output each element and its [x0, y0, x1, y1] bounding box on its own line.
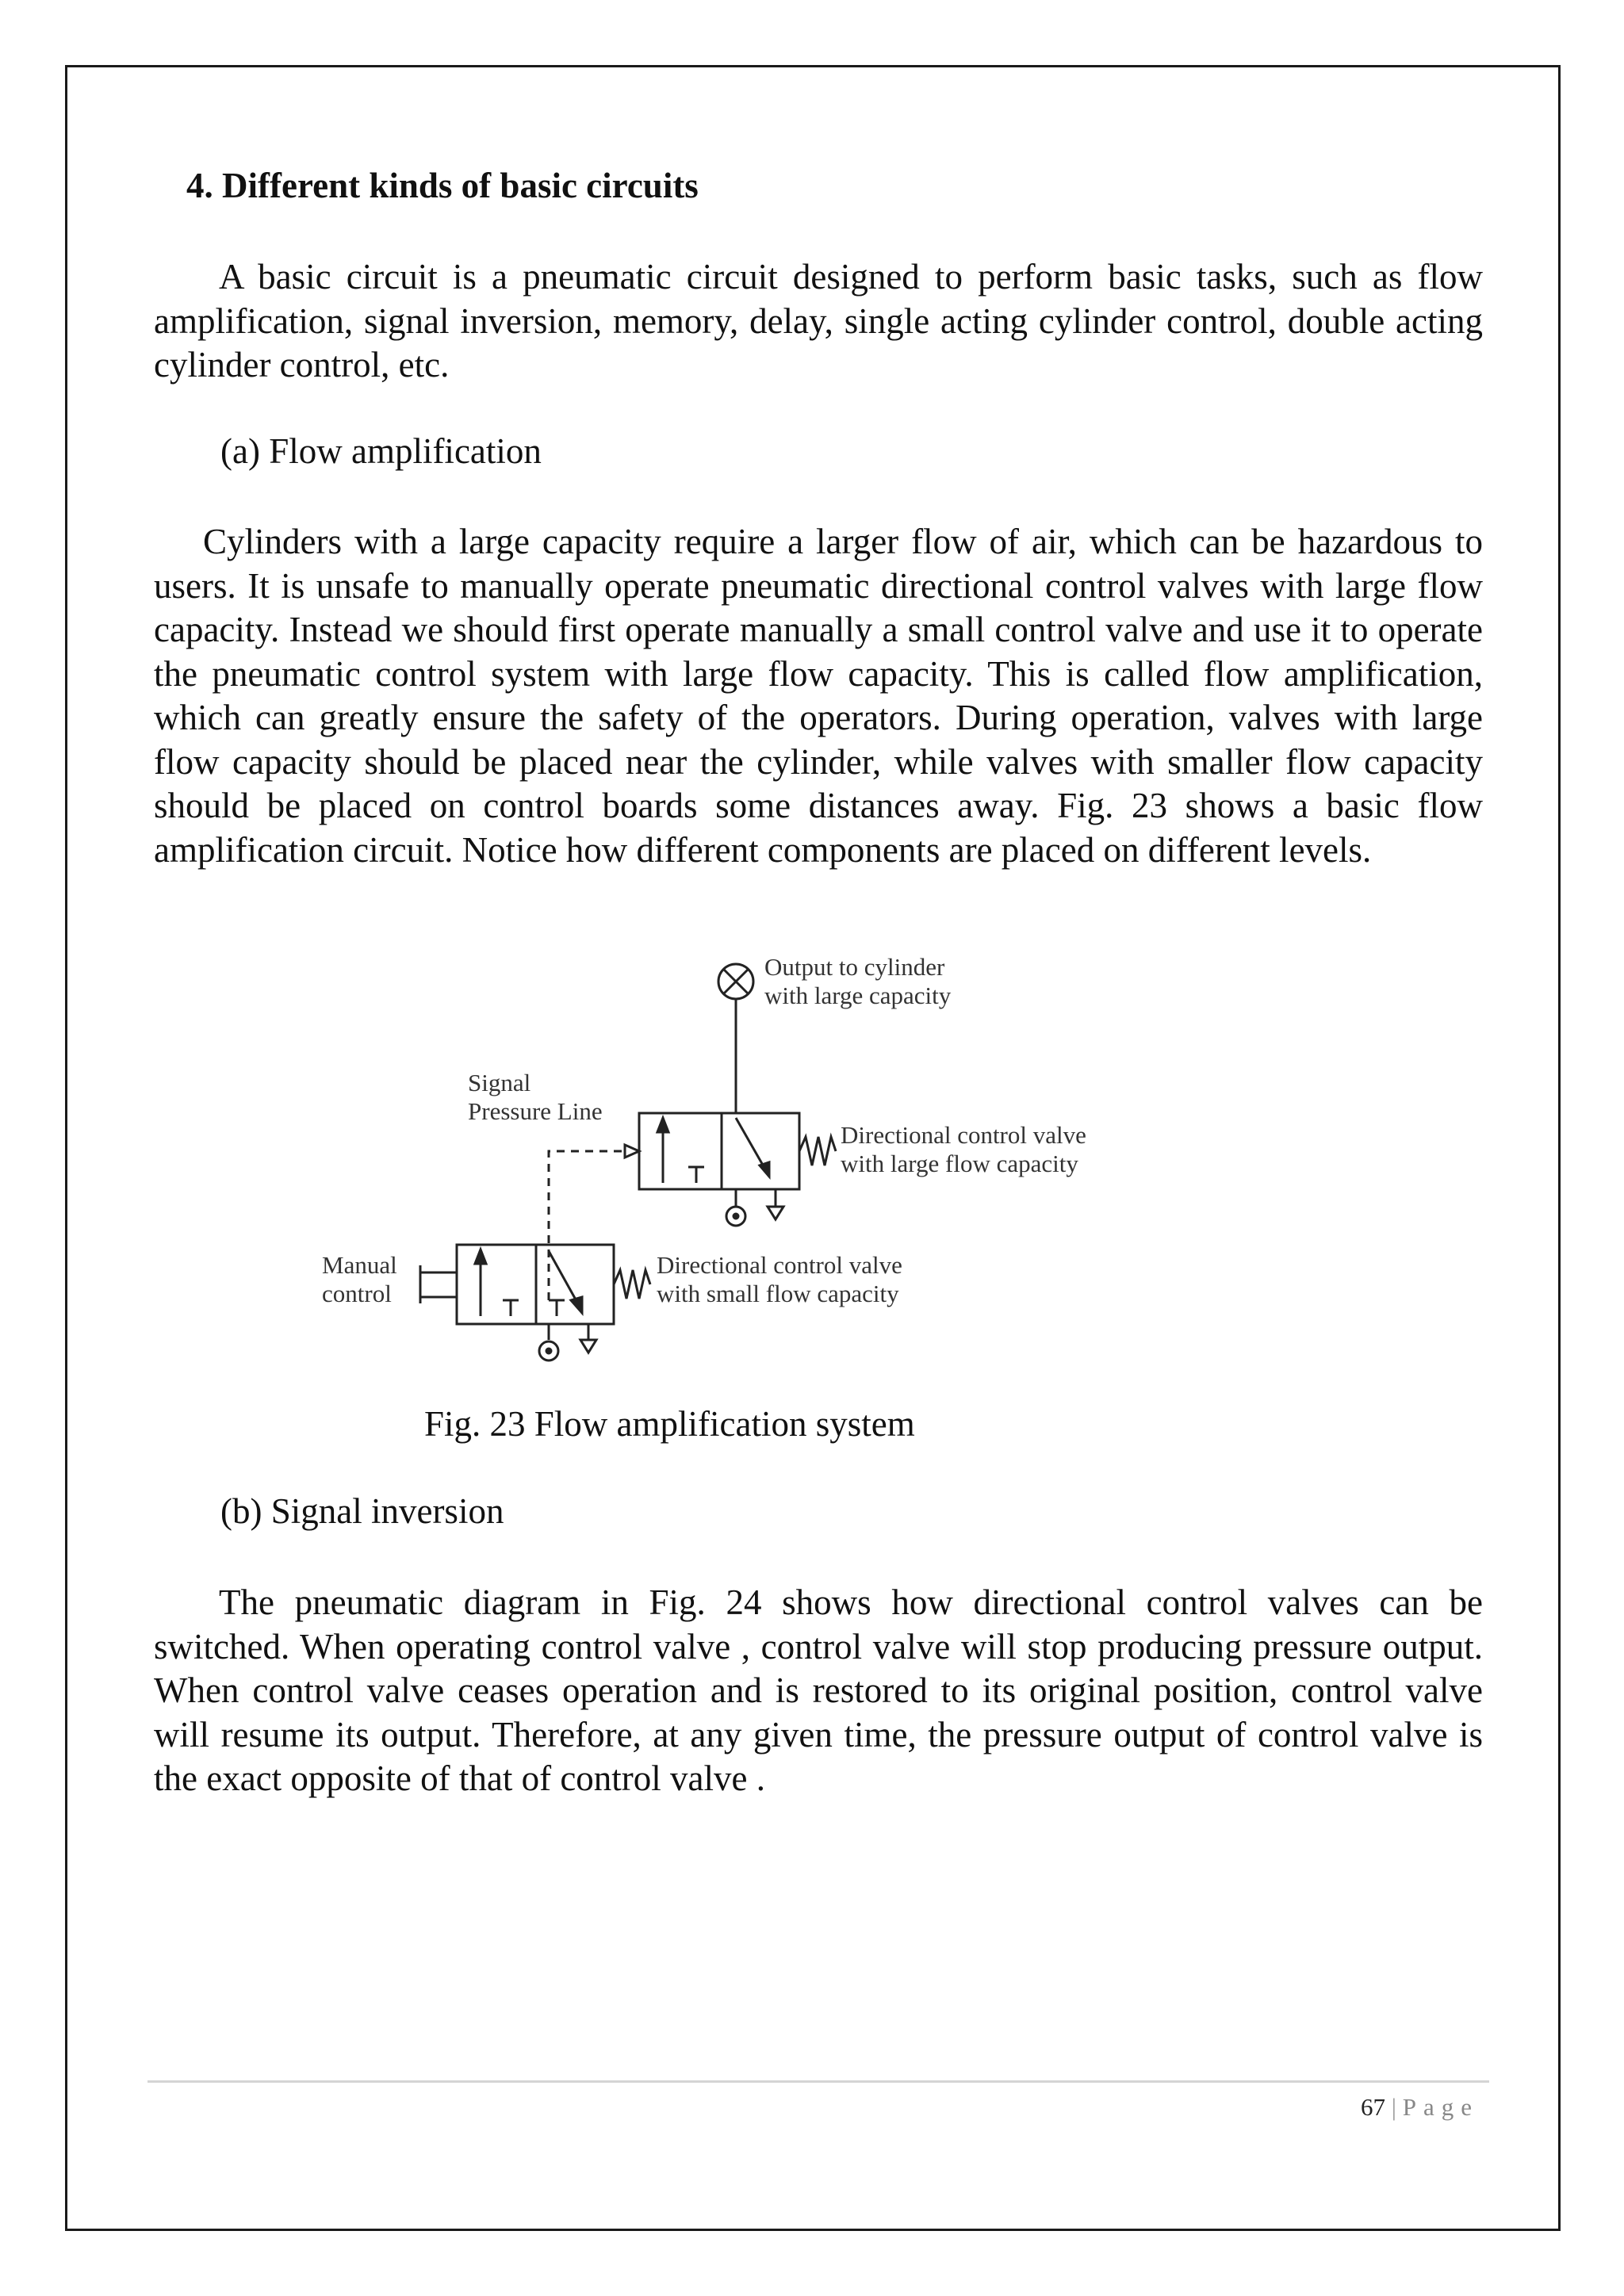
label-manual-line2: control [322, 1280, 392, 1307]
page-word: Page [1402, 2093, 1479, 2121]
flow-amplification-diagram [301, 951, 1142, 1380]
footer-divider [147, 2080, 1489, 2083]
label-small-valve-line1: Directional control valve [657, 1251, 902, 1279]
page-number: 67 [1361, 2093, 1386, 2121]
section-a-title: (a) Flow amplification [220, 431, 542, 471]
page-footer [1361, 2093, 1479, 2122]
cylinder-output-symbol [718, 964, 753, 1113]
label-signal-line1: Signal [468, 1069, 531, 1096]
intro-paragraph: A basic circuit is a pneumatic circuit designed to perform basic tasks, such as flow amplification, signal inversion, memory, delay, single acting cylinder control, double acting cylinder control, etc. [154, 257, 1483, 385]
label-large-valve-line2: with large flow capacity [841, 1150, 1078, 1177]
section-b-title: (b) Signal inversion [220, 1491, 504, 1531]
footer-separator: | [1391, 2093, 1396, 2121]
large-flow-valve [639, 1113, 836, 1226]
section-a-paragraph: Cylinders with a large capacity require a larger flow of air, which can be hazardous to users. It is unsafe to manually operate pneumatic directional control valves with large flow capacity. Instead we should first operate manually a small control valve and use it to operate the pneumatic control system with large flow capacity. This is called flow amplification, which can greatly ensure the safety of the operators. During operation, valves with large flow capacity should be placed near the cylinder, while valves with smaller flow capacity should be placed on control boards some distances away. Fig. 23 shows a basic flow amplification circuit. Notice how different components are placed on different levels. [154, 522, 1483, 870]
figure-caption: Fig. 23 Flow amplification system [424, 1404, 915, 1444]
label-manual-line1: Manual [322, 1251, 397, 1279]
section-b-paragraph: The pneumatic diagram in Fig. 24 shows how directional control valves can be switched. When operating control valve , control valve will stop producing pressure output. When control valve ceases operation and is restored to its original position, control valve will resume its output. Therefore, at any given time, the pressure output of control valve is the exact opposite of that of control valve . [154, 1582, 1483, 1798]
label-output-line2: with large capacity [764, 982, 952, 1009]
section-heading: 4. Different kinds of basic circuits [186, 166, 699, 205]
label-signal-line2: Pressure Line [468, 1097, 603, 1125]
label-small-valve-line2: with small flow capacity [657, 1280, 899, 1307]
small-flow-valve [420, 1245, 650, 1360]
label-large-valve-line1: Directional control valve [841, 1121, 1086, 1149]
label-output-line1: Output to cylinder [764, 953, 945, 981]
